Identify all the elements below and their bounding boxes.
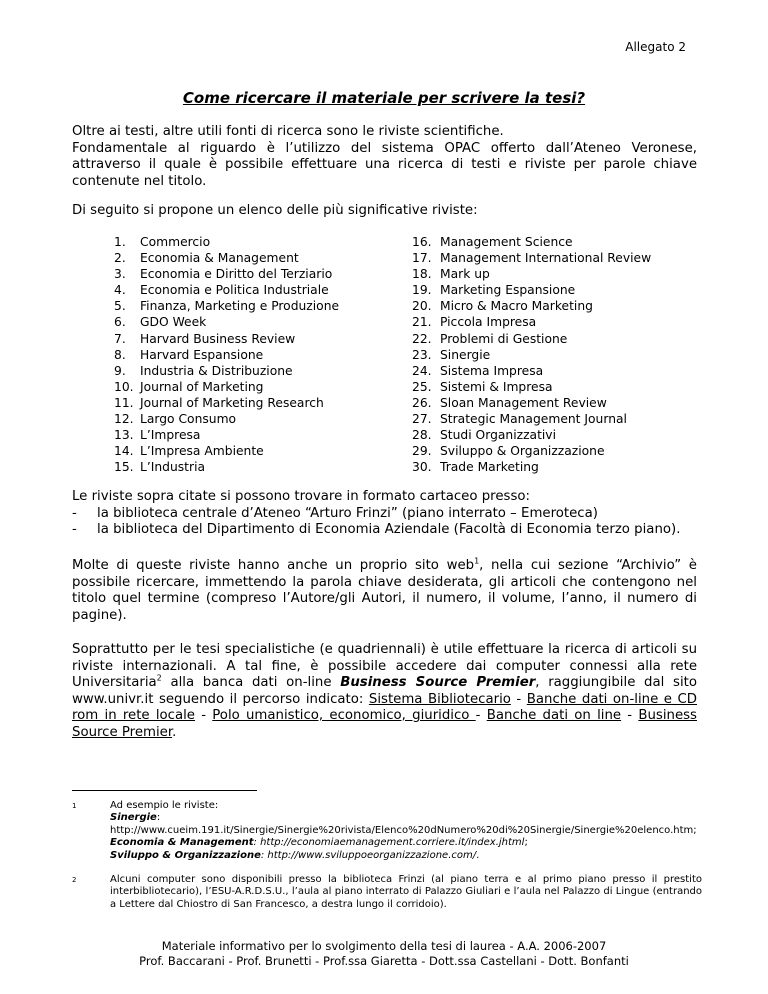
list-item: 23. Sinergie bbox=[412, 347, 491, 362]
list-item: 18. Mark up bbox=[412, 267, 490, 282]
list-item: 15. L’Industria bbox=[114, 460, 206, 475]
footnote-ref-1[interactable]: 1 bbox=[474, 556, 480, 566]
website-paragraph: Molte di queste riviste hanno anche un proprio sito web$^1$, nella cui sezione “Archivio” è possibile ricercare, immettendo la parola chiave desiderata, gli articoli che contengono nel titolo quel termine (compreso l’Autore/gli Autori, il numero, il volume, l’anno, il numero di pagine). bbox=[72, 556, 697, 623]
list-item: 29. Sviluppo & Organizzazione bbox=[412, 444, 605, 459]
list-item: 1. Commercio bbox=[114, 235, 211, 249]
journal-list-right bbox=[412, 234, 651, 475]
economia-management-url[interactable]: : http://economiaemanagement.corriere.it/index.jhtml bbox=[253, 837, 525, 849]
list-item: 11. Journal of Marketing Research bbox=[114, 395, 324, 410]
list-item: 2. Economia & Management bbox=[114, 251, 299, 266]
sinergie-url[interactable]: http://www.cueim.191.it/Sinergie/Sinergie%20rivista/Elenco%20dNumero%20di%20Sinergie/Sinergie%20elenco.htm; bbox=[110, 824, 697, 836]
list-item: 21. Piccola Impresa bbox=[412, 315, 537, 330]
library-intro: Le riviste sopra citate si possono trovare in formato cartaceo presso: bbox=[72, 489, 530, 504]
library-item-department: - la biblioteca del Dipartimento di Economia Aziendale (Facoltà di Economia terzo piano). bbox=[72, 522, 681, 537]
footer-line-2: Prof. Baccarani - Prof. Brunetti - Prof.ssa Giaretta - Dott.ssa Castellani - Dott. Bonfanti bbox=[139, 954, 629, 968]
list-item: 3. Economia e Diritto del Terziario bbox=[114, 267, 333, 282]
list-item: 4. Economia e Politica Industriale bbox=[114, 283, 329, 298]
intro-line-1: Oltre ai testi, altre utili fonti di ricerca sono le riviste scientifiche. bbox=[72, 124, 504, 139]
path-link-polo-umanistico[interactable]: Polo umanistico, economico, giuridico bbox=[212, 708, 476, 723]
attachment-label: Allegato 2 bbox=[625, 40, 686, 54]
library-paragraph bbox=[72, 489, 697, 539]
footnote-ref-2[interactable]: 2 bbox=[156, 673, 162, 683]
journal-list-left bbox=[114, 234, 339, 475]
list-item: 5. Finanza, Marketing e Produzione bbox=[114, 299, 340, 314]
path-link-sistema-bibliotecario[interactable]: Sistema Bibliotecario bbox=[368, 691, 511, 707]
path-link-business-source-premier[interactable]: Business Source Premier bbox=[72, 708, 697, 740]
list-item: 10. Journal of Marketing bbox=[114, 379, 264, 394]
list-item: 6. GDO Week bbox=[114, 315, 207, 330]
list-item: 16. Management Science bbox=[412, 235, 573, 249]
list-item: 17. Management International Review bbox=[412, 251, 652, 266]
list-item: 30. Trade Marketing bbox=[412, 460, 539, 475]
list-item: 8. Harvard Espansione bbox=[114, 347, 264, 362]
list-item: 7. Harvard Business Review bbox=[114, 331, 296, 346]
path-link-banche-dati-cd-rom[interactable]: Banche dati on-line e CD rom in rete locale bbox=[72, 691, 697, 723]
list-item: 13. L’Impresa bbox=[114, 428, 201, 443]
library-item-central: - la biblioteca centrale d’Ateneo “Arturo Frinzi” (piano interrato – Emeroteca) bbox=[72, 505, 598, 521]
list-item: 27. Strategic Management Journal bbox=[412, 412, 627, 427]
database-name: Business Source Premier bbox=[340, 675, 536, 690]
page-footer bbox=[0, 939, 768, 969]
list-item: 20. Micro & Macro Marketing bbox=[412, 299, 593, 314]
list-item: 14. L’Impresa Ambiente bbox=[114, 444, 264, 459]
footnote-1: 1 Ad esempio le riviste: Sinergie: http://www.cueim.191.it/Sinergie/Sinergie%20rivista/Elenco%20dNumero%20di%20Sinergie/Sinergie%20elenco.htm; Economia & Management: http://economiaemanagement.corriere.it/index.jhtml; Sviluppo & Organizzazione: http://www.sviluppoeorganizzazione.com/. bbox=[72, 800, 702, 862]
path-link-banche-dati-on-line[interactable]: Banche dati on line bbox=[486, 708, 622, 723]
database-paragraph: Soprattutto per le tesi specialistiche (e quadriennali) è utile effettuare la ricerca di articoli su riviste internazionali. A tal fine, è possibile accedere dai computer connessi alla rete Universitaria$^2$ alla banca dati on-line Business Source Premier, raggiungibile dal sito www.univr.it seguendo il percorso indicato: Sistema Bibliotecario - Banche dati on-line e CD rom in rete locale - Polo umanistico, economico, giuridico - Banche dati on line - Business Source Premier. bbox=[72, 642, 697, 740]
list-intro: Di seguito si propone un elenco delle più significative riviste: bbox=[72, 203, 478, 218]
footnote-2: 2 Alcuni computer sono disponibili presso la biblioteca Frinzi (al piano terra e al primo piano presso il prestito interbibliotecario), l’ESU-A.R.D.S.U., l’aula al piano interrato di Palazzo Giuliari e l’aula nel Palazzo di Lingue (entrando a Lettere dal Chiostro di San Francesco, a destra lungo il corridoio). bbox=[72, 874, 702, 910]
footnote-number-1: 1 bbox=[72, 802, 77, 810]
list-item: 12. Largo Consumo bbox=[114, 412, 237, 427]
footnote-divider bbox=[72, 790, 257, 791]
list-item: 28. Studi Organizzativi bbox=[412, 428, 556, 443]
sviluppo-organizzazione-url[interactable]: : http://www.sviluppoeorganizzazione.com/ bbox=[260, 849, 477, 861]
intro-paragraph bbox=[72, 124, 697, 190]
list-item: 24. Sistema Impresa bbox=[412, 363, 544, 378]
list-item: 9. Industria & Distribuzione bbox=[114, 363, 293, 378]
footer-line-1: Materiale informativo per lo svolgimento della tesi di laurea - A.A. 2006-2007 bbox=[161, 939, 607, 953]
intro-line-2: Fondamentale al riguardo è l’utilizzo del sistema OPAC offerto dall’Ateneo Veronese, attraverso il quale è possibile effettuare una ricerca di testi e riviste per parole chiave contenute nel titolo. bbox=[72, 140, 697, 189]
page-title: Come ricercare il materiale per scrivere la tesi? bbox=[182, 89, 586, 107]
list-item: 25. Sistemi & Impresa bbox=[412, 379, 553, 394]
list-item: 22. Problemi di Gestione bbox=[412, 331, 568, 346]
list-item: 19. Marketing Espansione bbox=[412, 283, 576, 298]
footnote-number-2: 2 bbox=[72, 876, 77, 884]
list-item: 26. Sloan Management Review bbox=[412, 395, 607, 410]
